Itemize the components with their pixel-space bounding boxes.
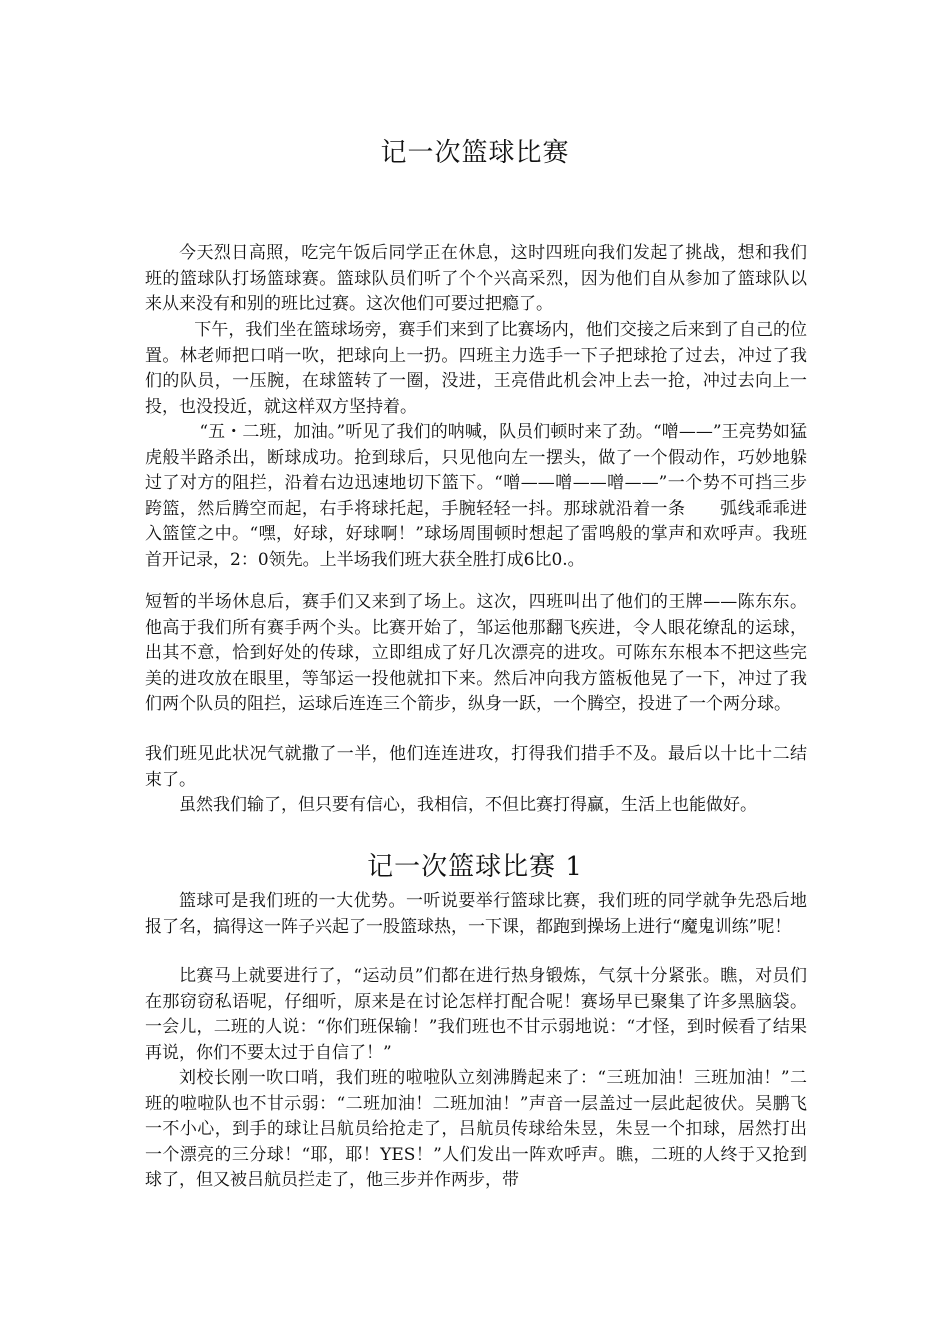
- paragraph: 短暂的半场休息后，赛手们又来到了场上。这次，四班叫出了他们的王牌——陈东东。他高于我们所有赛手两个头。比赛开始了，邹运他那翻飞疾进，令人眼花缭乱的运球，出其不意，恰到好处的传球，立即组成了好几次漂亮的进攻。可陈东东根本不把这些完美的进攻放在眼里，等邹运一投他就扣下来。然后冲向我方篮板他晃了一下，冲过了我们两个队员的阻拦，运球后连连三个箭步，纵身一跃，一个腾空，投进了一个两分球。: [145, 592, 807, 714]
- paragraph: 篮球可是我们班的一大优势。一听说要举行篮球比赛，我们班的同学就争先恐后地报了名，搞得这一阵子兴起了一股篮球热，一下课，都跑到操场上进行“魔鬼训练”呢！: [145, 891, 807, 937]
- article-title: 记一次篮球比赛 1: [367, 852, 583, 882]
- paragraph: 今天烈日高照，吃完午饭后同学正在休息，这时四班向我们发起了挑战，想和我们班的篮球队打场篮球赛。篮球队员们听了个个兴高采烈，因为他们自从参加了篮球队以来从来没有和别的班比过赛。这次他们可要过把瘾了。: [145, 243, 807, 314]
- article-title: 记一次篮球比赛: [380, 138, 570, 168]
- paragraph: 下午，我们坐在篮球场旁，赛手们来到了比赛场内，他们交接之后来到了自己的位置。林老师把口哨一吹，把球向上一扔。四班主力选手一下子把球抢了过去，冲过了我们的队员，一压腕，在球篮转了一圈，没进，王亮借此机会冲上去一抢，冲过去向上一投，也没投近，就这样双方坚持着。: [145, 320, 807, 417]
- paragraph: 比赛马上就要进行了，“运动员”们都在进行热身锻炼，气氛十分紧张。瞧，对员们在那窃窃私语呢，仔细听，原来是在讨论怎样打配合呢！赛场早已聚集了许多黑脑袋。一会儿，二班的人说：“你们班保输！”我们班也不甘示弱地说：“才怪，到时候看了结果再说，你们不要太过于自信了！”: [145, 966, 807, 1063]
- paragraph: 刘校长刚一吹口哨，我们班的啦啦队立刻沸腾起来了：“三班加油！三班加油！”二班的啦啦队也不甘示弱：“二班加油！二班加油！”声音一层盖过一层此起彼伏。吴鹏飞一不小心，到手的球让吕航员给抢走了，吕航员传球给朱昱，朱昱一个扣球，居然打出一个漂亮的三分球！“耶，耶！YES！”人们发出一阵欢呼声。瞧，二班的人终于又抢到球了，但又被吕航员拦走了，他三步并作两步，带: [145, 1068, 807, 1190]
- paragraph: 虽然我们输了，但只要有信心，我相信，不但比赛打得赢，生活上也能做好。: [179, 795, 757, 815]
- paragraph: “五・二班，加油。”听见了我们的呐喊，队员们顿时来了劲。“噌——”王亮势如猛虎般半路杀出，断球成功。抢到球后，只见他向左一摆头，做了一个假动作，巧妙地躲过了对方的阻拦，沿着右边迅速地切下篮下。“噌——噌——噌——”一个势不可挡三步跨篮，然后腾空而起，右手将球托起，手腕轻轻一抖。那球就沿着一条 弧线乖乖进入篮筐之中。“嘿，好球，好球啊！”球场周围顿时想起了雷鸣般的掌声和欢呼声。我班首开记录，2：0领先。上半场我们班大获全胜打成6比0.。: [145, 422, 807, 570]
- paragraph: 我们班见此状况气就撒了一半，他们连连进攻，打得我们措手不及。最后以十比十二结束了。: [145, 744, 807, 790]
